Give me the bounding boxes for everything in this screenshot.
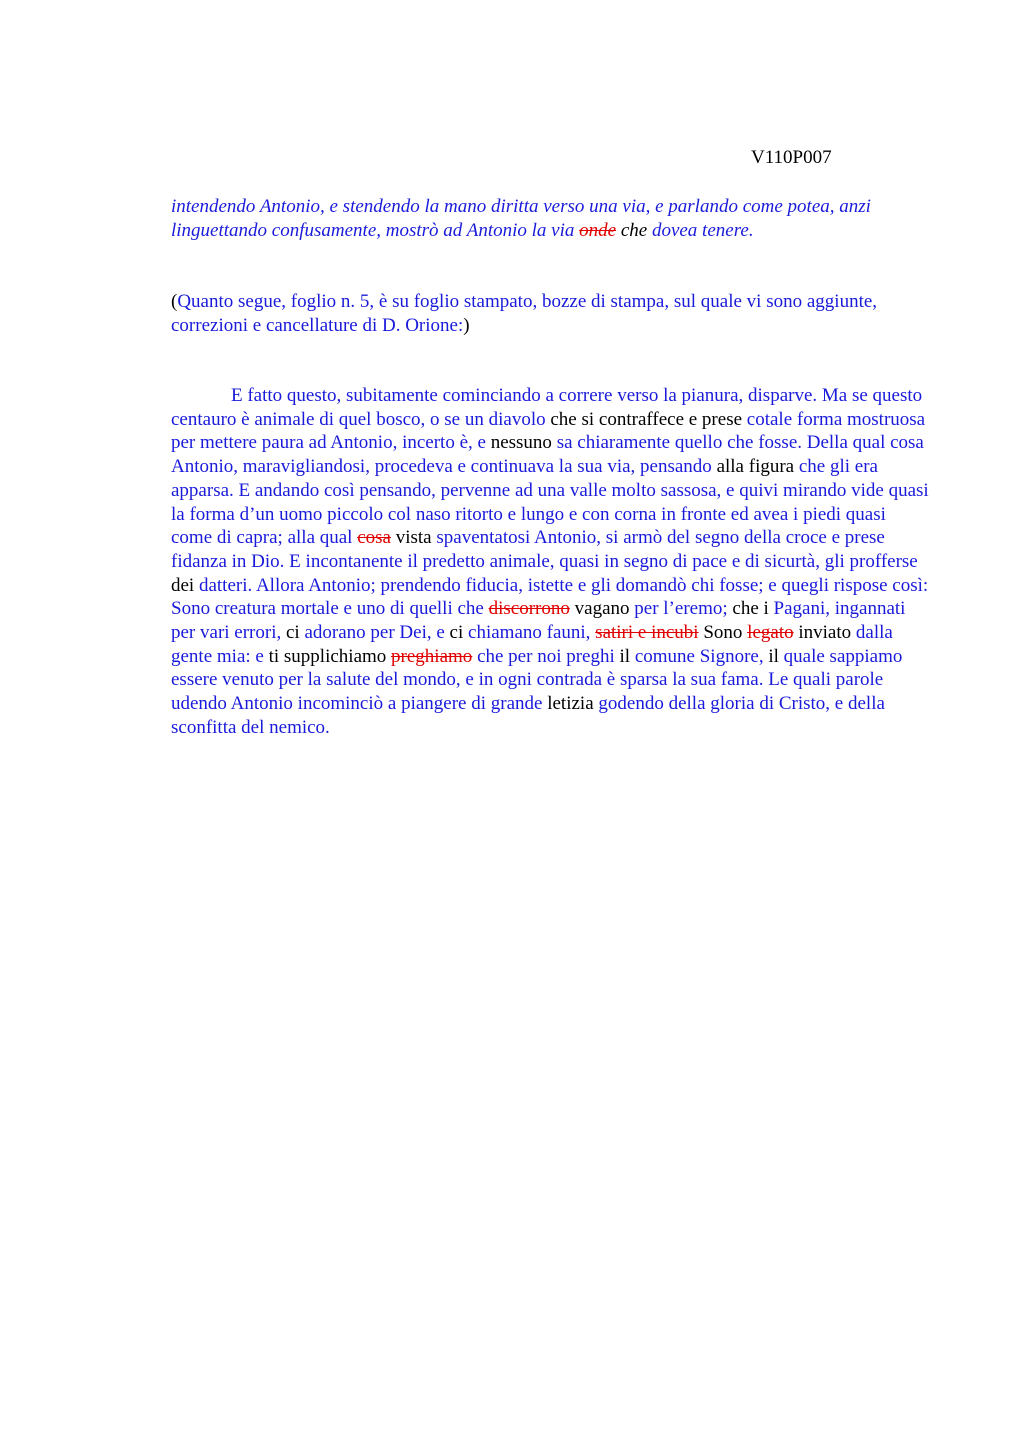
text-segment: per l’eremo; (634, 598, 733, 620)
deleted-text: satiri e incubi (595, 622, 699, 644)
added-text: dei (171, 574, 199, 596)
text-segment: datteri. Allora Antonio; prendendo fiducia, istette e gli domandò chi fosse; e quegli rispose così: Sono creatura mortale e uno di quelli che (171, 574, 929, 620)
deleted-text: discorrono (488, 598, 570, 620)
text-segment: dalla gente mia: e (171, 622, 893, 667)
added-text: che i (732, 598, 774, 620)
added-text: ci (449, 622, 469, 644)
deleted-text: preghiamo (391, 645, 473, 667)
deleted-text: cosa (357, 527, 391, 549)
text-segment: quale sappiamo essere venuto per la salute del mondo, e in ogni contrada è sparsa la sua fama. Le quali parole udendo Antonio incominciò a piangere di grande (171, 645, 903, 715)
text-segment: chiamano fauni, (468, 622, 596, 644)
added-text: Sono (698, 622, 748, 644)
added-text: vista (390, 527, 437, 549)
text-segment: Pagani, ingannati per vari errori, (171, 598, 906, 644)
text-segment: cotale forma mostruosa per mettere paura ad Antonio, incerto è, e (171, 408, 926, 454)
deleted-text: legato (747, 622, 794, 644)
added-text: ci (286, 622, 305, 644)
text-segment: sa chiaramente quello che fosse. Della qual cosa Antonio, maravigliandosi, procedeva e continuava la sua via, pensando (171, 432, 924, 478)
added-text: che si contraffece e prese (550, 408, 747, 430)
text-segment: dovea tenere. (651, 219, 754, 241)
text-segment: E fatto questo, subitamente cominciando a correre verso la pianura, disparve. Ma se questo centauro è animale di quel bosco, o se un diavolo (171, 385, 923, 430)
text-segment: adorano per Dei, e (304, 622, 450, 644)
text-segment: comune Signore, (634, 645, 769, 667)
added-text: letizia (547, 693, 599, 715)
added-text: vagano (569, 598, 635, 620)
added-text: ) (463, 314, 470, 336)
paragraph-main-text (171, 384, 931, 740)
paragraph-italic-fragment (171, 195, 931, 242)
added-text: il (619, 645, 635, 667)
text-segment: Quanto segue, foglio n. 5, è su foglio stampato, bozze di stampa, sul quale vi sono aggiunte, correzioni e cancellature di D. Orione: (171, 291, 878, 336)
added-text: il (768, 645, 784, 667)
added-text: che (616, 219, 652, 241)
deleted-text: onde (579, 219, 617, 241)
added-text: alla figura (716, 456, 799, 478)
text-segment: spaventatosi Antonio, si armò del segno della croce e prese fidanza in Dio. E incontanente il predetto animale, quasi in segno di pace e di sicurtà, gli profferse (171, 527, 918, 572)
added-text: inviato (793, 622, 856, 644)
text-segment: intendendo Antonio, e stendendo la mano diritta verso una via, e parlando come potea, anzi linguettando confusamente, mostrò ad Antonio la via (171, 196, 871, 241)
page-code: V110P007 (751, 147, 832, 168)
paragraph-editorial-note (171, 290, 931, 337)
added-text: ti supplichiamo (268, 645, 392, 667)
added-text: ( (171, 291, 178, 312)
text-segment: godendo della gloria di Cristo, e della sconfitta del nemico. (171, 693, 885, 738)
text-segment: che per noi preghi (472, 645, 620, 667)
text-segment: che gli era apparsa. E andando così pensando, pervenne ad una valle molto sassosa, e quivi mirando vide quasi la forma d’un uomo piccolo col naso ritorto e lungo e con corna in fronte ed avea i piedi quasi come di capra; alla qual (171, 456, 929, 549)
added-text: nessuno (490, 432, 557, 454)
